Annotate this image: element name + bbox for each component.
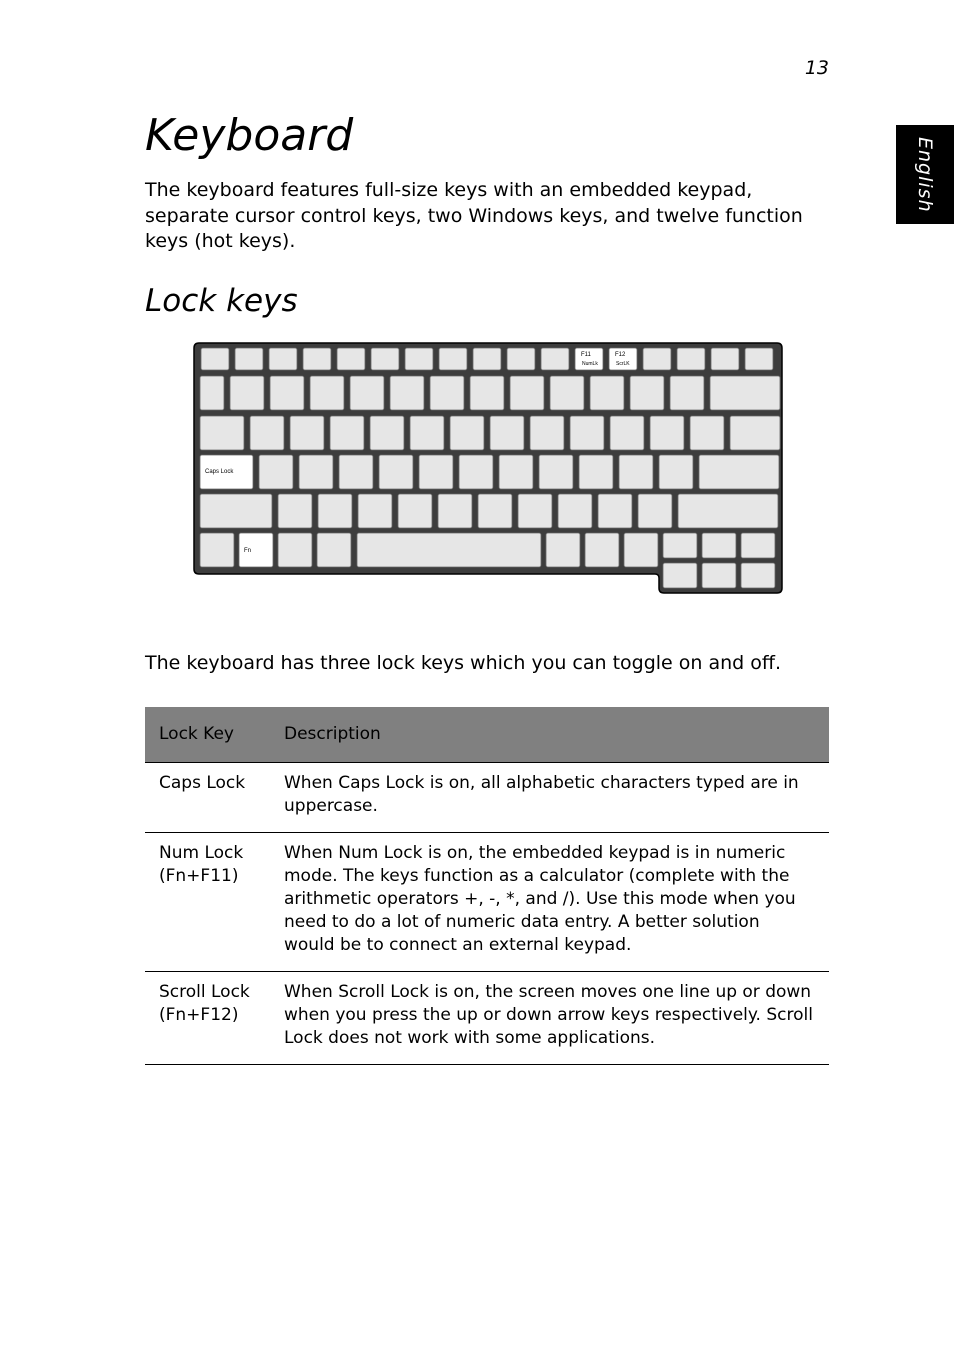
lock-key-combo: (Fn+F11)	[159, 866, 239, 886]
key-r5-2	[278, 533, 312, 567]
key-r2-5	[410, 416, 444, 450]
key-r0-14	[677, 348, 705, 370]
key-r1-13	[710, 376, 780, 410]
key-r2-3	[330, 416, 364, 450]
key-r3-8	[539, 455, 573, 489]
key-r1-8	[510, 376, 544, 410]
f12-key-label: F12	[615, 352, 626, 358]
key-r4-7	[518, 494, 552, 528]
lock-key-name: Num Lock	[159, 843, 244, 863]
key-r1-10	[590, 376, 624, 410]
key-r4-9	[598, 494, 632, 528]
key-r5-3	[317, 533, 351, 567]
table-header-row	[145, 707, 829, 763]
key-r3-9	[579, 455, 613, 489]
caps-lock-key-label: Caps Lock	[205, 469, 234, 475]
table-row	[145, 763, 829, 833]
key-r3-11	[659, 455, 693, 489]
section-title: Lock keys	[145, 283, 298, 319]
key-r0-4	[337, 348, 365, 370]
keyboard-illustration	[193, 342, 783, 594]
key-r2-0	[200, 416, 244, 450]
lock-key-name: Scroll Lock	[159, 982, 250, 1002]
key-r3-1	[259, 455, 293, 489]
key-r1-11	[630, 376, 664, 410]
key-r3-6	[459, 455, 493, 489]
key-r4-8	[558, 494, 592, 528]
f11-key-label: F11	[581, 352, 591, 358]
key-r0-10	[541, 348, 569, 370]
key-r3-2	[299, 455, 333, 489]
description-cell: When Caps Lock is on, all alphabetic characters typed are in uppercase.	[270, 763, 829, 833]
key-r1-3	[310, 376, 344, 410]
language-tab-label: English	[914, 136, 936, 213]
key-r3-7	[499, 455, 533, 489]
key-r1-5	[390, 376, 424, 410]
lock-keys-intro: The keyboard has three lock keys which you can toggle on and off.	[145, 652, 782, 674]
key-r1-9	[550, 376, 584, 410]
lock-key-name: Caps Lock	[159, 773, 246, 793]
key-r5-0	[200, 533, 234, 567]
key-r2-8	[530, 416, 564, 450]
language-tab	[896, 125, 954, 224]
key-r5-7	[624, 533, 658, 567]
key-r2-1	[250, 416, 284, 450]
fn-key-label: Fn	[244, 548, 252, 554]
key-r4-4	[398, 494, 432, 528]
lock-keys-table	[145, 707, 829, 1065]
key-r4-11	[678, 494, 778, 528]
lock-key-cell	[145, 833, 270, 972]
page-number: 13	[804, 57, 829, 79]
key-r4-3	[358, 494, 392, 528]
keyboard-intro: The keyboard features full-size keys with an embedded keypad, separate cursor control keys, two Windows keys, and twelve function keys (hot keys).	[145, 179, 803, 252]
f12-key-sublabel: ScrLK	[616, 361, 630, 367]
key-r2-2	[290, 416, 324, 450]
column-header-description: Description	[270, 707, 829, 763]
key-nav-3	[663, 563, 697, 588]
key-r2-10	[610, 416, 644, 450]
key-r2-11	[650, 416, 684, 450]
key-r2-7	[490, 416, 524, 450]
key-r1-6	[430, 376, 464, 410]
key-r3-10	[619, 455, 653, 489]
key-nav-0	[663, 533, 697, 558]
key-r0-5	[371, 348, 399, 370]
key-r4-10	[638, 494, 672, 528]
key-r0-6	[405, 348, 433, 370]
key-r2-4	[370, 416, 404, 450]
key-nav-2	[741, 533, 775, 558]
key-r5-4	[357, 533, 541, 567]
key-r0-7	[439, 348, 467, 370]
key-r1-12	[670, 376, 704, 410]
key-r1-4	[350, 376, 384, 410]
key-r3-3	[339, 455, 373, 489]
description-cell: When Num Lock is on, the embedded keypad is in numeric mode. The keys function as a calculator (complete with the arithmetic operators +, -, *, and /). Use this mode when you need to do a lot of numeric data entry. A better solution would be to connect an external keypad.	[270, 833, 829, 972]
key-r5-5	[546, 533, 580, 567]
key-r4-6	[478, 494, 512, 528]
key-r0-8	[473, 348, 501, 370]
f11-key-sublabel: NumLk	[582, 361, 598, 367]
key-r2-12	[690, 416, 724, 450]
table-row	[145, 833, 829, 972]
lock-key-cell	[145, 763, 270, 833]
page-title: Keyboard	[145, 110, 354, 161]
key-r4-1	[278, 494, 312, 528]
key-r0-9	[507, 348, 535, 370]
lock-key-combo: (Fn+F12)	[159, 1005, 239, 1025]
column-header-lock-key: Lock Key	[145, 707, 270, 763]
key-r4-0	[200, 494, 272, 528]
key-r1-7	[470, 376, 504, 410]
key-r1-0	[200, 376, 224, 410]
lock-key-cell	[145, 972, 270, 1065]
key-r5-6	[585, 533, 619, 567]
key-r0-2	[269, 348, 297, 370]
key-r2-13	[730, 416, 780, 450]
keyboard-keys	[200, 348, 780, 588]
key-r1-2	[270, 376, 304, 410]
key-r2-6	[450, 416, 484, 450]
key-r3-4	[379, 455, 413, 489]
key-r0-1	[235, 348, 263, 370]
key-nav-4	[702, 563, 736, 588]
key-r2-9	[570, 416, 604, 450]
key-r0-13	[643, 348, 671, 370]
key-r3-5	[419, 455, 453, 489]
key-r1-1	[230, 376, 264, 410]
key-r3-12	[699, 455, 779, 489]
table-row	[145, 972, 829, 1065]
key-r0-16	[745, 348, 773, 370]
key-r4-2	[318, 494, 352, 528]
description-cell: When Scroll Lock is on, the screen moves one line up or down when you press the up or down arrow keys respectively. Scroll Lock does not work with some applications.	[270, 972, 829, 1065]
key-r4-5	[438, 494, 472, 528]
key-r0-15	[711, 348, 739, 370]
key-nav-5	[741, 563, 775, 588]
key-r0-0	[201, 348, 229, 370]
key-r0-3	[303, 348, 331, 370]
key-nav-1	[702, 533, 736, 558]
